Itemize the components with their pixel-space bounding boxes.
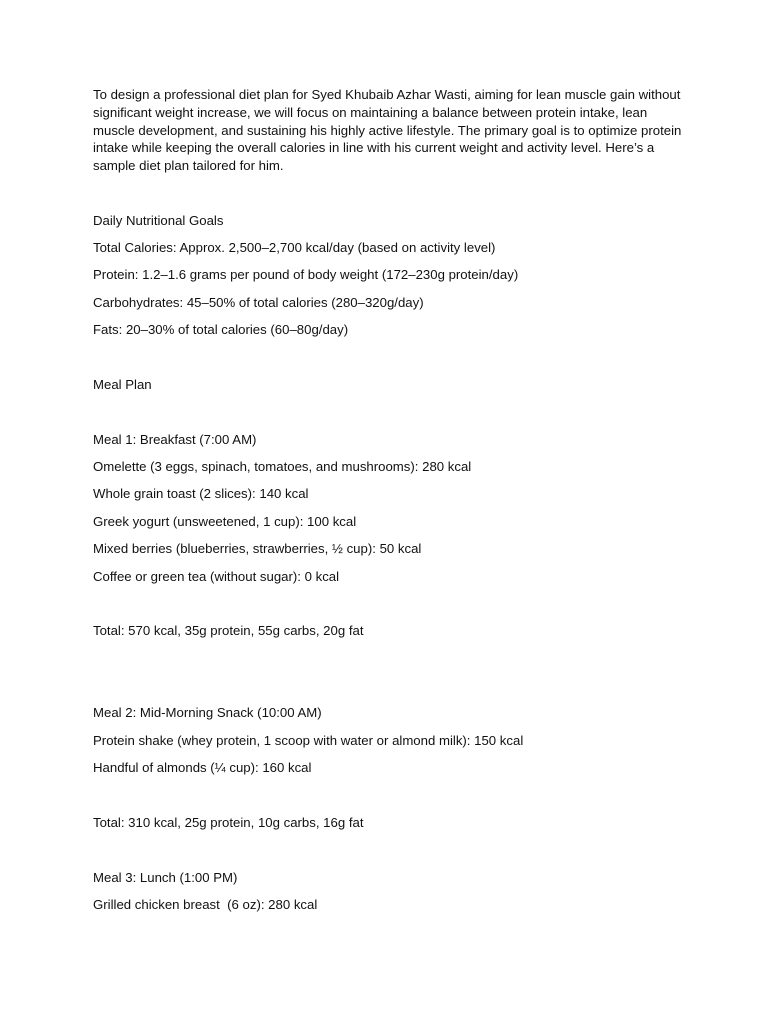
meal2-total: Total: 310 kcal, 25g protein, 10g carbs, 16g fat bbox=[93, 815, 364, 830]
meal1-heading: Meal 1: Breakfast (7:00 AM) bbox=[93, 432, 257, 447]
meal1-item: Mixed berries (blueberries, strawberries, ½ cup): 50 kcal bbox=[93, 541, 422, 556]
goals-heading: Daily Nutritional Goals bbox=[93, 213, 224, 228]
meal1-total: Total: 570 kcal, 35g protein, 55g carbs, 20g fat bbox=[93, 623, 364, 638]
meal1-item: Coffee or green tea (without sugar): 0 kcal bbox=[93, 569, 340, 584]
meal1-item: Omelette (3 eggs, spinach, tomatoes, and mushrooms): 280 kcal bbox=[93, 459, 472, 474]
meal2-item: Handful of almonds (¼ cup): 160 kcal bbox=[93, 760, 312, 775]
goal-calories: Total Calories: Approx. 2,500–2,700 kcal/day (based on activity level) bbox=[93, 240, 496, 255]
goal-carbs: Carbohydrates: 45–50% of total calories (280–320g/day) bbox=[93, 295, 424, 310]
meal3-item: Grilled chicken breast (6 oz): 280 kcal bbox=[93, 897, 318, 912]
meal2-item: Protein shake (whey protein, 1 scoop with water or almond milk): 150 kcal bbox=[93, 733, 524, 748]
meal2-heading: Meal 2: Mid-Morning Snack (10:00 AM) bbox=[93, 705, 322, 720]
goal-fats: Fats: 20–30% of total calories (60–80g/day) bbox=[93, 322, 349, 337]
meal1-item: Greek yogurt (unsweetened, 1 cup): 100 kcal bbox=[93, 514, 357, 529]
meal1-item: Whole grain toast (2 slices): 140 kcal bbox=[93, 486, 309, 501]
intro-paragraph: To design a professional diet plan for Syed Khubaib Azhar Wasti, aiming for lean muscle gain without significant weight increase, we will focus on maintaining a balance between protein intake, lean muscle development, and sustaining his highly active lifestyle. The primary goal is to optimize protein intake while keeping the overall calories in line with his current weight and activity level. Here’s a sample diet plan tailored for him. bbox=[93, 87, 682, 174]
goal-protein: Protein: 1.2–1.6 grams per pound of body weight (172–230g protein/day) bbox=[93, 267, 519, 282]
meal3-heading: Meal 3: Lunch (1:00 PM) bbox=[93, 870, 238, 885]
meal-plan-heading: Meal Plan bbox=[93, 377, 152, 392]
